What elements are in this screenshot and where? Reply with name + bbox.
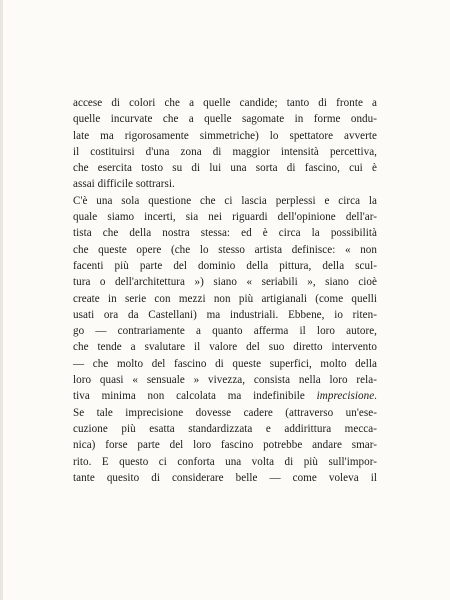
- text-line: facenti più parte del dominio della pittura, della scul-: [73, 259, 377, 272]
- text-line: tura o dell'architettura ») siano « seriabili », siano cioè: [73, 276, 377, 289]
- text-line: il costituirsi d'una zona di maggior intensità percettiva,: [73, 145, 377, 158]
- text-line: assai difficile sottrarsi.: [73, 178, 175, 191]
- text-line: cuzione più esatta standardizzata e addirittura mecca-: [73, 422, 377, 435]
- text-line: rito. E questo ci conforta una volta di più sull'impor-: [73, 455, 377, 468]
- text-line: quelle incurvate che a quelle sagomate in forme ondu-: [73, 113, 377, 126]
- text-line: — che molto del fascino di queste superfici, molto della: [73, 357, 377, 370]
- text-line: accese di colori che a quelle candide; tanto di fronte a: [73, 97, 377, 109]
- text-line-prefix: tiva minima non calcolata ma indefinibile: [73, 390, 305, 403]
- text-line: Se tale imprecisione dovesse cadere (attraverso un'ese-: [73, 406, 377, 419]
- paragraph-1: [73, 95, 377, 193]
- text-line: che tende a svalutare il valore del suo diretto intervento: [73, 341, 377, 354]
- text-line: loro quasi « sensuale » vivezza, consista nella loro rela-: [73, 374, 377, 387]
- text-line: nica) forse parte del loro fascino potrebbe andare smar-: [73, 439, 377, 452]
- text-line: che queste opere (che lo stesso artista definisce: « non: [73, 243, 377, 256]
- text-line: che esercita tosto su di lui una sorta di fascino, cui è: [73, 162, 377, 175]
- text-line: create in serie con mezzi non più artigianali (come quelli: [73, 292, 377, 305]
- paragraph-2: [73, 193, 377, 486]
- text-line: tante quesito di considerare belle — come voleva il: [73, 471, 377, 484]
- text-line: go — contrariamente a quanto afferma il loro autore,: [73, 325, 377, 338]
- text-line: tista che della nostra stessa: ed è circa la possibilità: [73, 227, 377, 240]
- text-line: late ma rigorosamente simmetriche) lo spettatore avverte: [73, 129, 377, 142]
- text-line: C'è una sola questione che ci lascia perplessi e circa la: [73, 194, 377, 207]
- text-line-with-italic: tiva minima non calcolata ma indefinibile imprecisione.: [73, 390, 377, 403]
- italic-word: imprecisione: [316, 390, 375, 403]
- text-line: usati ora da Castellani) ma industriali. Ebbene, io riten-: [73, 308, 377, 321]
- body-text: [73, 95, 377, 486]
- text-line: quale siamo incerti, sia nei riguardi dell'opinione dell'ar-: [73, 211, 377, 224]
